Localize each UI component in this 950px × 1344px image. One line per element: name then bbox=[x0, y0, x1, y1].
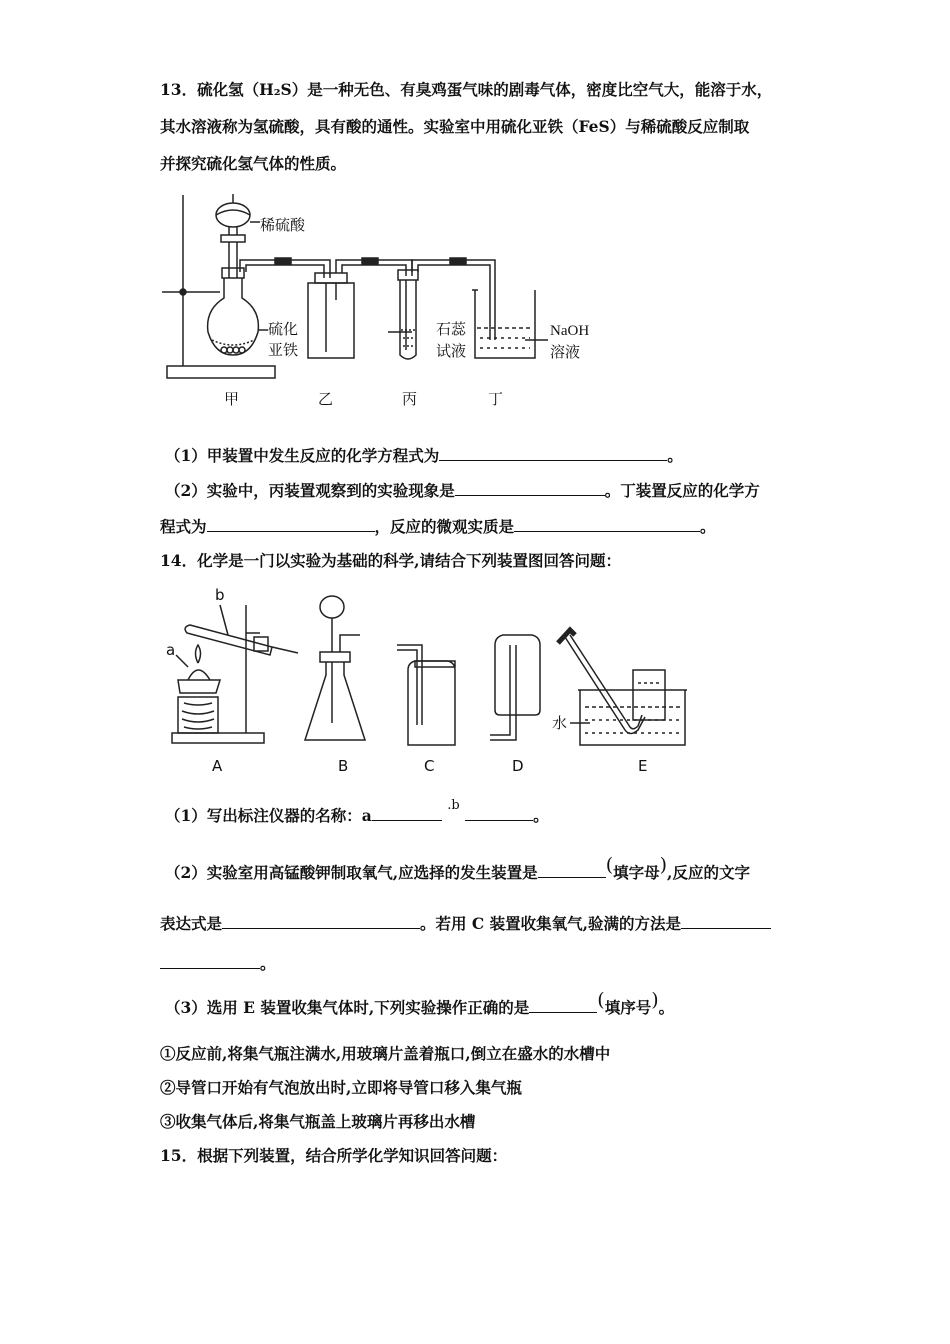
beaker-ding bbox=[475, 290, 535, 358]
label-water: 水 bbox=[552, 714, 568, 732]
answer-blank[interactable] bbox=[160, 953, 260, 969]
label-b: b bbox=[215, 586, 225, 604]
q13-part1-text: （1）甲装置中发生反应的化学方程式为 bbox=[165, 446, 440, 465]
answer-blank[interactable] bbox=[538, 862, 606, 878]
q13-part2-text: （2）实验中，丙装置观察到的实验现象是 bbox=[165, 481, 455, 500]
q13-part2-cont bbox=[160, 516, 716, 537]
q13-part2-text-d: ，反应的微观实质是 bbox=[374, 517, 515, 536]
label-bing: 丙 bbox=[402, 390, 418, 408]
inverted-bottle-d bbox=[495, 635, 540, 715]
label-dilute-sulfuric-acid: 稀硫酸 bbox=[260, 216, 306, 234]
q14-part3-text: （3）选用 E 装置收集气体时,下列实验操作正确的是 bbox=[165, 998, 530, 1017]
q13-part1-end: 。 bbox=[667, 446, 683, 465]
separatory-funnel bbox=[216, 203, 250, 227]
q14-intro: 14．化学是一门以实验为基础的科学,请结合下列装置图回答问题： bbox=[160, 551, 621, 570]
q14-part2-cont bbox=[160, 913, 771, 934]
q14-part2-text-b: ,反应的文字 bbox=[667, 863, 750, 882]
q13-part2-end: 。 bbox=[700, 517, 716, 536]
hint-fill-number: 填序号 bbox=[604, 998, 652, 1017]
gas-bottle-c bbox=[408, 661, 455, 745]
answer-blank[interactable] bbox=[529, 997, 597, 1013]
q14-part1-b: .b bbox=[447, 798, 460, 813]
stand-base-a bbox=[172, 733, 264, 743]
q14-part2-text: （2）实验室用高锰酸钾制取氧气,应选择的发生装置是 bbox=[165, 863, 538, 882]
label-E: E bbox=[638, 757, 648, 775]
alcohol-lamp-a bbox=[178, 680, 220, 693]
paren-left: ( bbox=[597, 989, 605, 1011]
q14-part2-text-d: 。若用 C 装置收集氧气,验满的方法是 bbox=[420, 914, 682, 933]
label-naoh-1: NaOH bbox=[550, 323, 590, 339]
label-C: C bbox=[424, 757, 435, 775]
answer-blank[interactable] bbox=[514, 516, 700, 532]
label-litmus-2: 试液 bbox=[436, 342, 467, 360]
q13-part2-text-c: 程式为 bbox=[160, 517, 207, 536]
label-D: D bbox=[512, 757, 524, 775]
gas-bottle-yi bbox=[308, 283, 354, 358]
q14-part3 bbox=[165, 989, 675, 1018]
q13-intro-line2: 其水溶液称为氢硫酸，具有酸的通性。实验室中用硫化亚铁（FeS）与稀硫酸反应制取 bbox=[160, 117, 750, 136]
q14-apparatus-figure bbox=[160, 585, 700, 785]
hint-fill-letter: 填字母 bbox=[613, 863, 660, 882]
q13-apparatus-figure bbox=[150, 180, 620, 410]
test-tube-bing bbox=[400, 280, 416, 359]
label-litmus-1: 石蕊 bbox=[436, 320, 467, 338]
label-fes-1: 硫化 bbox=[268, 320, 299, 338]
label-naoh-2: 溶液 bbox=[550, 343, 581, 361]
answer-blank[interactable] bbox=[455, 480, 605, 496]
q13-part2-text-b: 。丁装置反应的化学方 bbox=[604, 481, 760, 500]
q14-part2 bbox=[165, 854, 750, 883]
label-jia: 甲 bbox=[224, 390, 240, 408]
answer-blank[interactable] bbox=[222, 913, 420, 929]
answer-blank[interactable] bbox=[439, 445, 667, 461]
label-ding: 丁 bbox=[488, 390, 504, 408]
q13-part2 bbox=[165, 480, 760, 501]
q15-intro: 15．根据下列装置，结合所学化学知识回答问题： bbox=[160, 1146, 508, 1165]
paren-right: ) bbox=[659, 854, 668, 876]
test-tube-bing-stopper bbox=[398, 270, 418, 280]
q14-part2-text-c: 表达式是 bbox=[160, 914, 223, 933]
label-fes-2: 亚铁 bbox=[268, 341, 299, 359]
answer-blank[interactable] bbox=[207, 516, 375, 532]
label-A: A bbox=[212, 757, 223, 775]
paren-left: ( bbox=[605, 854, 614, 876]
stand-base bbox=[167, 366, 275, 378]
q14-part1-end: 。 bbox=[533, 806, 549, 825]
answer-blank-a[interactable] bbox=[372, 805, 442, 821]
q14-part1 bbox=[165, 798, 549, 828]
label-a: a bbox=[166, 641, 176, 659]
q14-option-3: ③收集气体后,将集气瓶盖上玻璃片再移出水槽 bbox=[160, 1112, 476, 1131]
q14-part2-cont2 bbox=[160, 953, 276, 974]
answer-blank-b[interactable] bbox=[465, 805, 533, 821]
q13-part1 bbox=[165, 445, 683, 466]
collecting-bottle-e bbox=[633, 670, 665, 720]
q14-part1-text: （1）写出标注仪器的名称：a bbox=[165, 806, 372, 825]
round-flask bbox=[208, 278, 259, 355]
q14-part2-end: 。 bbox=[260, 954, 276, 973]
label-B: B bbox=[338, 757, 349, 775]
q13-intro-line3: 并探究硫化氢气体的性质。 bbox=[160, 154, 347, 173]
bottle-yi-stopper bbox=[315, 273, 347, 283]
q14-option-2: ②导管口开始有气泡放出时,立即将导管口移入集气瓶 bbox=[160, 1078, 522, 1097]
paren-right: ) bbox=[651, 989, 659, 1011]
erlenmeyer-flask-b bbox=[305, 662, 365, 740]
funnel-b bbox=[320, 596, 344, 618]
answer-blank[interactable] bbox=[681, 913, 771, 929]
q14-part3-end: 。 bbox=[658, 998, 675, 1017]
q13-intro-line1: 13．硫化氢（H₂S）是一种无色、有臭鸡蛋气味的剧毒气体，密度比空气大，能溶于水， bbox=[160, 80, 773, 99]
q14-option-1: ①反应前,将集气瓶注满水,用玻璃片盖着瓶口,倒立在盛水的水槽中 bbox=[160, 1044, 611, 1063]
label-yi: 乙 bbox=[318, 390, 334, 408]
